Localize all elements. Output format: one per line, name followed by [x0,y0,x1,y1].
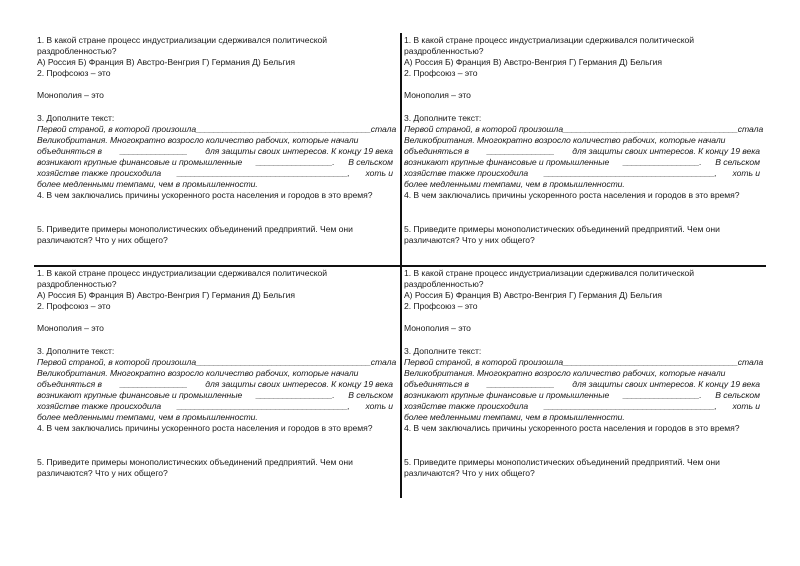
q3-blank-2[interactable]: _______________ [120,145,188,156]
q3-blank-4[interactable]: ______________________________________, [177,168,350,179]
question-5-text-cont: различаются? Что у них общего? [404,467,535,478]
question-3-line-2: Великобритания. Многократно возросло количество рабочих, которые начали [37,367,359,378]
monopoly-text: Монополия – это [404,90,471,101]
q3-text: для защиты своих интересов. К концу 19 века [205,378,393,389]
question-3-line-5 [404,168,760,179]
question-5-text-cont: различаются? Что у них общего? [404,234,535,245]
question-1-text-cont: раздробленностью? [37,279,117,290]
worksheet-card-top-left [37,35,397,246]
q3-text: В сельском [348,390,393,401]
q3-blank-2[interactable]: _______________ [487,378,555,389]
q3-text: хоть и [365,401,393,412]
q3-blank-3[interactable]: _________________. [623,390,702,401]
monopoly-text: Монополия – это [37,90,104,101]
question-3-line-3 [37,379,393,390]
q3-text: Первой страной, в которой произошла [37,356,197,367]
q3-text: стала [370,356,397,367]
q3-text: хозяйстве также происходила [37,401,162,412]
question-1-text-cont: раздробленностью? [404,279,484,290]
q3-blank-4[interactable]: ______________________________________, [544,168,717,179]
question-1-text-cont: раздробленностью? [404,46,484,57]
q3-text: хоть и [732,168,760,179]
q3-text: стала [370,123,397,134]
q3-blank-3[interactable]: _________________. [256,390,335,401]
question-5-text: 5. Приведите примеры монополистических объединений предприятий. Чем они [404,223,720,234]
question-1-options: А) Россия Б) Франция В) Австро-Венгрия Г) Германия Д) Бельгия [404,290,662,301]
q3-text: хозяйстве также происходила [37,168,162,179]
worksheet-card-bottom-right [404,268,764,479]
q3-blank-1[interactable]: _______________________________________ [196,123,371,134]
worksheet-card-bottom-left [37,268,397,479]
q3-text: для защиты своих интересов. К концу 19 века [572,145,760,156]
question-3-line-6: более медленными темпами, чем в промышленности. [37,179,258,190]
question-3-line-2: Великобритания. Многократно возросло количество рабочих, которые начали [404,134,726,145]
question-3-line-6: более медленными темпами, чем в промышленности. [404,179,625,190]
q3-text: хоть и [365,168,393,179]
q3-blank-4[interactable]: ______________________________________, [177,401,350,412]
q3-text: стала [737,356,764,367]
q3-text: В сельском [715,157,760,168]
q3-text: В сельском [715,390,760,401]
question-3-title: 3. Дополните текст: [404,345,482,356]
monopoly-text: Монополия – это [404,323,471,334]
q3-text: хоть и [732,401,760,412]
question-5-text-cont: различаются? Что у них общего? [37,234,168,245]
question-3-title: 3. Дополните текст: [404,112,482,123]
q3-text: Первой страной, в которой произошла [404,356,564,367]
q3-text: хозяйстве также происходила [404,168,529,179]
question-3-line-4 [37,157,393,168]
question-4-text: 4. В чем заключались причины ускоренного роста населения и городов в это время? [404,190,740,201]
question-3-line-5 [37,168,393,179]
question-3-title: 3. Дополните текст: [37,345,115,356]
question-1-text-cont: раздробленностью? [37,46,117,57]
q3-text: возникают крупные финансовые и промышленные [404,157,610,168]
question-3-line-6: более медленными темпами, чем в промышленности. [404,412,625,423]
question-3-line-6: более медленными темпами, чем в промышленности. [37,412,258,423]
question-1-options: А) Россия Б) Франция В) Австро-Венгрия Г) Германия Д) Бельгия [37,290,295,301]
question-3-line-1 [37,123,397,135]
q3-blank-3[interactable]: _________________. [623,157,702,168]
q3-text: Первой страной, в которой произошла [404,123,564,134]
question-3-line-3 [37,146,393,157]
vertical-cut-line [400,33,402,498]
question-1-text: 1. В какой стране процесс индустриализации сдерживался политической [404,268,694,278]
q3-blank-2[interactable]: _______________ [487,145,555,156]
question-1-text: 1. В какой стране процесс индустриализации сдерживался политической [37,35,327,45]
question-1-text: 1. В какой стране процесс индустриализации сдерживался политической [404,35,694,45]
question-5-text: 5. Приведите примеры монополистических объединений предприятий. Чем они [404,456,720,467]
q3-text: Первой страной, в которой произошла [37,123,197,134]
q3-text: объединяться в [404,145,469,156]
question-3-line-4 [404,157,760,168]
question-3-line-3 [404,379,760,390]
question-3-line-5 [37,401,393,412]
q3-blank-3[interactable]: _________________. [256,157,335,168]
question-5-text: 5. Приведите примеры монополистических объединений предприятий. Чем они [37,223,353,234]
question-3-line-1 [404,356,764,368]
question-1-options: А) Россия Б) Франция В) Австро-Венгрия Г) Германия Д) Бельгия [404,57,662,68]
question-2-text: 2. Профсоюз – это [37,301,111,312]
q3-text: возникают крупные финансовые и промышленные [404,390,610,401]
q3-text: объединяться в [404,378,469,389]
question-3-line-4 [404,390,760,401]
q3-blank-1[interactable]: _______________________________________ [563,123,738,134]
q3-text: возникают крупные финансовые и промышленные [37,157,243,168]
question-5-text-cont: различаются? Что у них общего? [37,467,168,478]
q3-text: стала [737,123,764,134]
q3-blank-1[interactable]: _______________________________________ [196,356,371,367]
question-2-text: 2. Профсоюз – это [404,68,478,79]
question-3-line-4 [37,390,393,401]
worksheet-card-top-right [404,35,764,246]
question-1-options: А) Россия Б) Франция В) Австро-Венгрия Г) Германия Д) Бельгия [37,57,295,68]
q3-text: хозяйстве также происходила [404,401,529,412]
q3-text: объединяться в [37,378,102,389]
question-3-title: 3. Дополните текст: [37,112,115,123]
q3-text: объединяться в [37,145,102,156]
question-3-line-2: Великобритания. Многократно возросло количество рабочих, которые начали [404,367,726,378]
q3-blank-4[interactable]: ______________________________________, [544,401,717,412]
question-4-text: 4. В чем заключались причины ускоренного роста населения и городов в это время? [37,190,373,201]
question-5-text: 5. Приведите примеры монополистических объединений предприятий. Чем они [37,456,353,467]
question-3-line-1 [404,123,764,135]
question-2-text: 2. Профсоюз – это [404,301,478,312]
q3-blank-2[interactable]: _______________ [120,378,188,389]
q3-text: В сельском [348,157,393,168]
q3-text: для защиты своих интересов. К концу 19 века [572,378,760,389]
question-3-line-3 [404,146,760,157]
question-3-line-2: Великобритания. Многократно возросло количество рабочих, которые начали [37,134,359,145]
question-3-line-1 [37,356,397,368]
question-2-text: 2. Профсоюз – это [37,68,111,79]
q3-blank-1[interactable]: _______________________________________ [563,356,738,367]
q3-text: возникают крупные финансовые и промышленные [37,390,243,401]
question-4-text: 4. В чем заключались причины ускоренного роста населения и городов в это время? [37,423,373,434]
q3-text: для защиты своих интересов. К концу 19 века [205,145,393,156]
question-1-text: 1. В какой стране процесс индустриализации сдерживался политической [37,268,327,278]
monopoly-text: Монополия – это [37,323,104,334]
question-4-text: 4. В чем заключались причины ускоренного роста населения и городов в это время? [404,423,740,434]
question-3-line-5 [404,401,760,412]
